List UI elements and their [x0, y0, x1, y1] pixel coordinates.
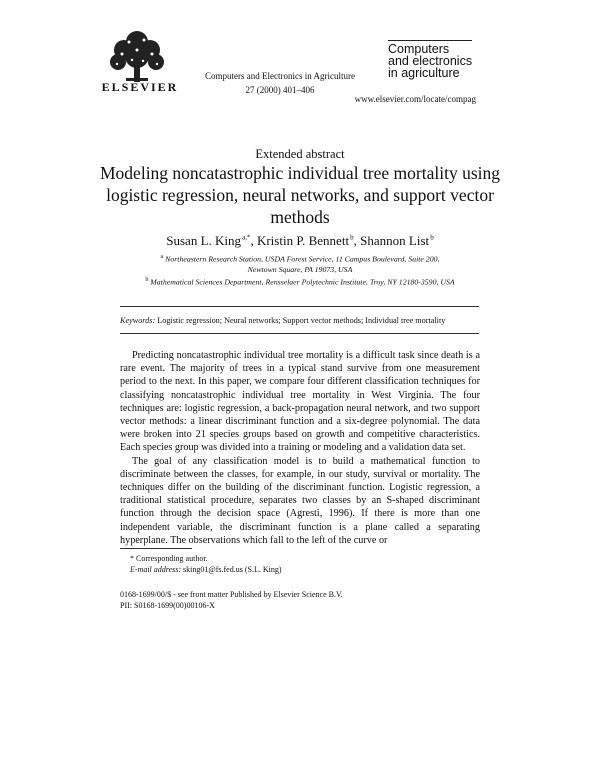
journal-name: Computers and Electronics in Agriculture	[205, 71, 355, 81]
keywords-label: Keywords:	[120, 316, 156, 325]
affiliation-b	[100, 275, 500, 288]
author-separator: ,	[353, 233, 361, 248]
author-list	[0, 233, 600, 249]
affiliation-a-line2: Newtown Square, PA 19073, USA	[247, 264, 353, 274]
affiliation-text: Northeastern Research Station, USDA Forest Service, 11 Campus Boulevard, Suite 200,	[165, 254, 440, 264]
affiliation-a	[100, 252, 500, 265]
copyright-footer	[120, 589, 480, 611]
body-paragraph: The goal of any classification model is to build a mathematical function to discriminate between the classes, for example, in our study, survival or mortality. The techniques differ on the building of the discriminant function. Logistic regression, a traditional statistical procedure, separates two classes by an S-shaped discriminant function through the decision space (Agresti, 1996). If there is more than one independent variable, the discriminant function is a plane called a separating hyperplane. The observations which fall to the left of the curve or	[120, 455, 480, 546]
keywords-top-rule	[120, 306, 479, 307]
journal-citation: 27 (2000) 401–406	[245, 85, 315, 95]
author-affiliation-mark: b	[350, 233, 354, 242]
author-affiliation-mark: a,*	[242, 233, 251, 242]
affiliation-mark: b	[145, 276, 149, 283]
email-label: E-mail address:	[130, 565, 182, 574]
email-address-link[interactable]: sking01@fs.fed.us (S.L. King)	[183, 565, 282, 574]
journal-reference	[190, 69, 370, 97]
pii-line: PII: S0168-1699(00)00106-X	[120, 601, 215, 610]
issn-line: 0168-1699/00/$ - see front matter Published by Elsevier Science B.V.	[120, 590, 343, 599]
author-separator: ,	[250, 233, 257, 248]
email-line	[120, 564, 480, 575]
brand-line: Computers	[388, 42, 450, 56]
keywords-text: Logistic regression; Neural networks; Support vector methods; Individual tree mortality	[157, 316, 446, 325]
brand-line: and electronics	[388, 54, 473, 68]
body-paragraph: Predicting noncatastrophic individual tree mortality is a difficult task since death is a rare event. The majority of trees in a typical stand survive from one measurement period to the next. In this paper, we compare four different classification techniques for classifying noncatastrophic individual tree mortality in West Virginia. The four techniques are: logistic regression, a back-propagation neural network, and two support vector methods: a linear discriminant function and a six-degree polynomial. The data were broken into 21 species groups based on growth and competitive characteristics. Each species group was divided into a training or modeling and a validation data set.	[120, 350, 480, 454]
journal-brand	[388, 43, 472, 79]
brand-divider	[388, 40, 472, 41]
author-name: Susan L. King	[166, 233, 242, 248]
article-type-label: Extended abstract	[255, 147, 345, 161]
author-affiliation-mark: b	[430, 233, 434, 242]
footnote-rule	[120, 548, 192, 549]
affiliation-mark: a	[160, 254, 164, 260]
author-name: Kristin P. Bennett	[256, 233, 350, 248]
footnote	[120, 553, 480, 575]
brand-line: in agriculture	[388, 66, 460, 80]
corresponding-author-note: * Corresponding author.	[130, 554, 208, 563]
author-name: Shannon List	[360, 233, 430, 248]
publisher-wordmark: ELSEVIER	[101, 80, 179, 94]
affiliation-text: Mathematical Sciences Department, Rensselaer Polytechnic Institute, Troy, NY 12180-3590, USA	[150, 277, 455, 287]
keywords-bottom-rule	[120, 333, 479, 334]
body-text	[120, 349, 480, 547]
article-title: Modeling noncatastrophic individual tree mortality using logistic regression, neural networks, and support vector methods	[100, 163, 500, 227]
keywords-line	[120, 316, 480, 325]
affiliations	[100, 252, 500, 287]
journal-url-link[interactable]: www.elsevier.com/locate/compag	[354, 94, 476, 104]
